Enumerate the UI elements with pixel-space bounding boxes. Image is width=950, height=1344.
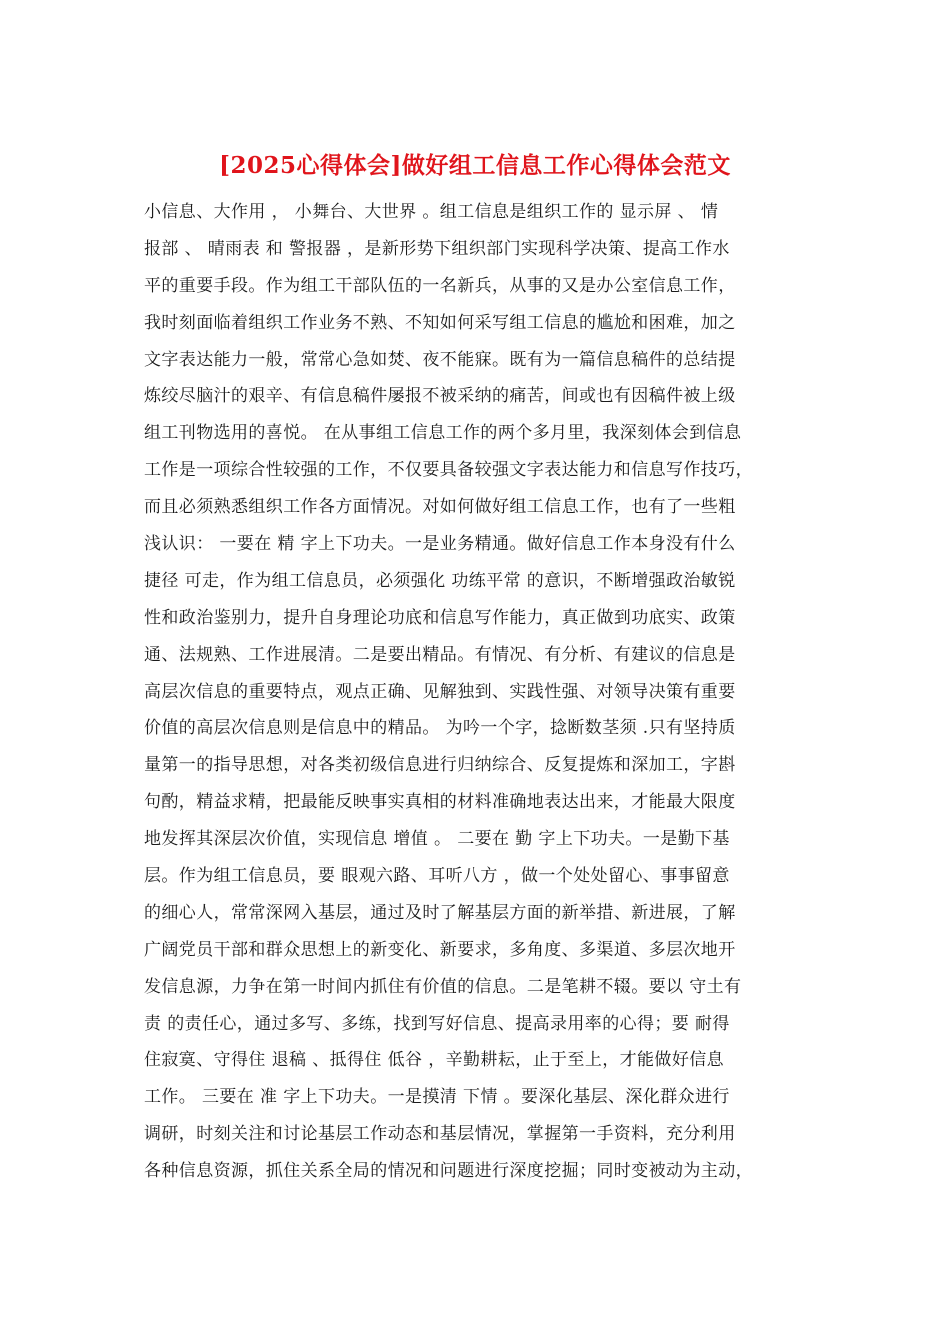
body-line: 浅认识： 一要在 精 字上下功夫。一是业务精通。做好信息工作本身没有什么	[144, 534, 736, 555]
body-line: 的细心人，常常深网入基层，通过及时了解基层方面的新举措、新进展，了解	[144, 902, 736, 923]
body-line: 量第一的指导思想，对各类初级信息进行归纳综合、反复提炼和深加工，字斟	[144, 755, 736, 776]
body-line: 捷径 可走，作为组工信息员，必须强化 功练平常 的意识，不断增强政治敏锐	[144, 570, 736, 591]
body-line: 各种信息资源，抓住关系全局的情况和问题进行深度挖掘；同时变被动为主动，	[144, 1161, 753, 1182]
body-line: 高层次信息的重要特点，观点正确、见解独到、实践性强、对领导决策有重要	[144, 681, 736, 702]
body-line: 炼绞尽脑汁的艰辛、有信息稿件屡报不被采纳的痛苦，间或也有因稿件被上级	[144, 386, 736, 407]
body-line: 价值的高层次信息则是信息中的精品。 为吟一个字，捻断数茎须 .只有坚持质	[144, 718, 736, 739]
body-line: 层。作为组工信息员，要 眼观六路、耳听八方 ，做一个处处留心、事事留意	[144, 866, 730, 887]
body-line: 性和政治鉴别力，提升自身理论功底和信息写作能力，真正做到功底实、政策	[144, 607, 736, 628]
body-line: 平的重要手段。作为组工干部队伍的一名新兵，从事的又是办公室信息工作，	[144, 275, 736, 296]
body-line: 地发挥其深层次价值，实现信息 增值 。 二要在 勤 字上下功夫。一是勤下基	[144, 829, 730, 850]
document-body	[144, 194, 824, 1190]
body-line: 工作是一项综合性较强的工作，不仅要具备较强文字表达能力和信息写作技巧，	[144, 460, 753, 481]
body-line: 句酌，精益求精，把最能反映事实真相的材料准确地表达出来，才能最大限度	[144, 792, 736, 813]
body-line: 发信息源，力争在第一时间内抓住有价值的信息。二是笔耕不辍。要以 守土有	[144, 976, 742, 997]
body-line: 住寂寞、守得住 退稿 、抵得住 低谷 ，辛勤耕耘，止于至上，才能做好信息	[144, 1050, 725, 1071]
body-line: 而且必须熟悉组织工作各方面情况。对如何做好组工信息工作，也有了一些粗	[144, 497, 736, 518]
body-line: 通、法规熟、工作进展清。二是要出精品。有情况、有分析、有建议的信息是	[144, 644, 736, 665]
body-line: 工作。 三要在 准 字上下功夫。一是摸清 下情 。要深化基层、深化群众进行	[144, 1087, 730, 1108]
document-title: [2025心得体会]做好组工信息工作心得体会范文	[219, 152, 731, 179]
body-line: 我时刻面临着组织工作业务不熟、不知如何采写组工信息的尴尬和困难，加之	[144, 312, 736, 333]
body-line: 调研，时刻关注和讨论基层工作动态和基层情况，掌握第一手资料，充分利用	[144, 1124, 736, 1145]
body-line: 组工刊物选用的喜悦。 在从事组工信息工作的两个多月里，我深刻体会到信息	[144, 423, 742, 444]
body-line: 小信息、大作用 ， 小舞台、大世界 。组工信息是组织工作的 显示屏 、 情	[144, 202, 719, 222]
body-line: 广阔党员干部和群众思想上的新变化、新要求，多角度、多渠道、多层次地开	[144, 939, 736, 960]
body-line: 责 的责任心，通过多写、多练，找到写好信息、提高录用率的心得；要 耐得	[144, 1013, 730, 1034]
body-line: 报部 、 晴雨表 和 警报器 ，是新形势下组织部门实现科学决策、提高工作水	[144, 238, 730, 259]
body-line: 文字表达能力一般，常常心急如焚、夜不能寐。既有为一篇信息稿件的总结提	[144, 349, 736, 370]
